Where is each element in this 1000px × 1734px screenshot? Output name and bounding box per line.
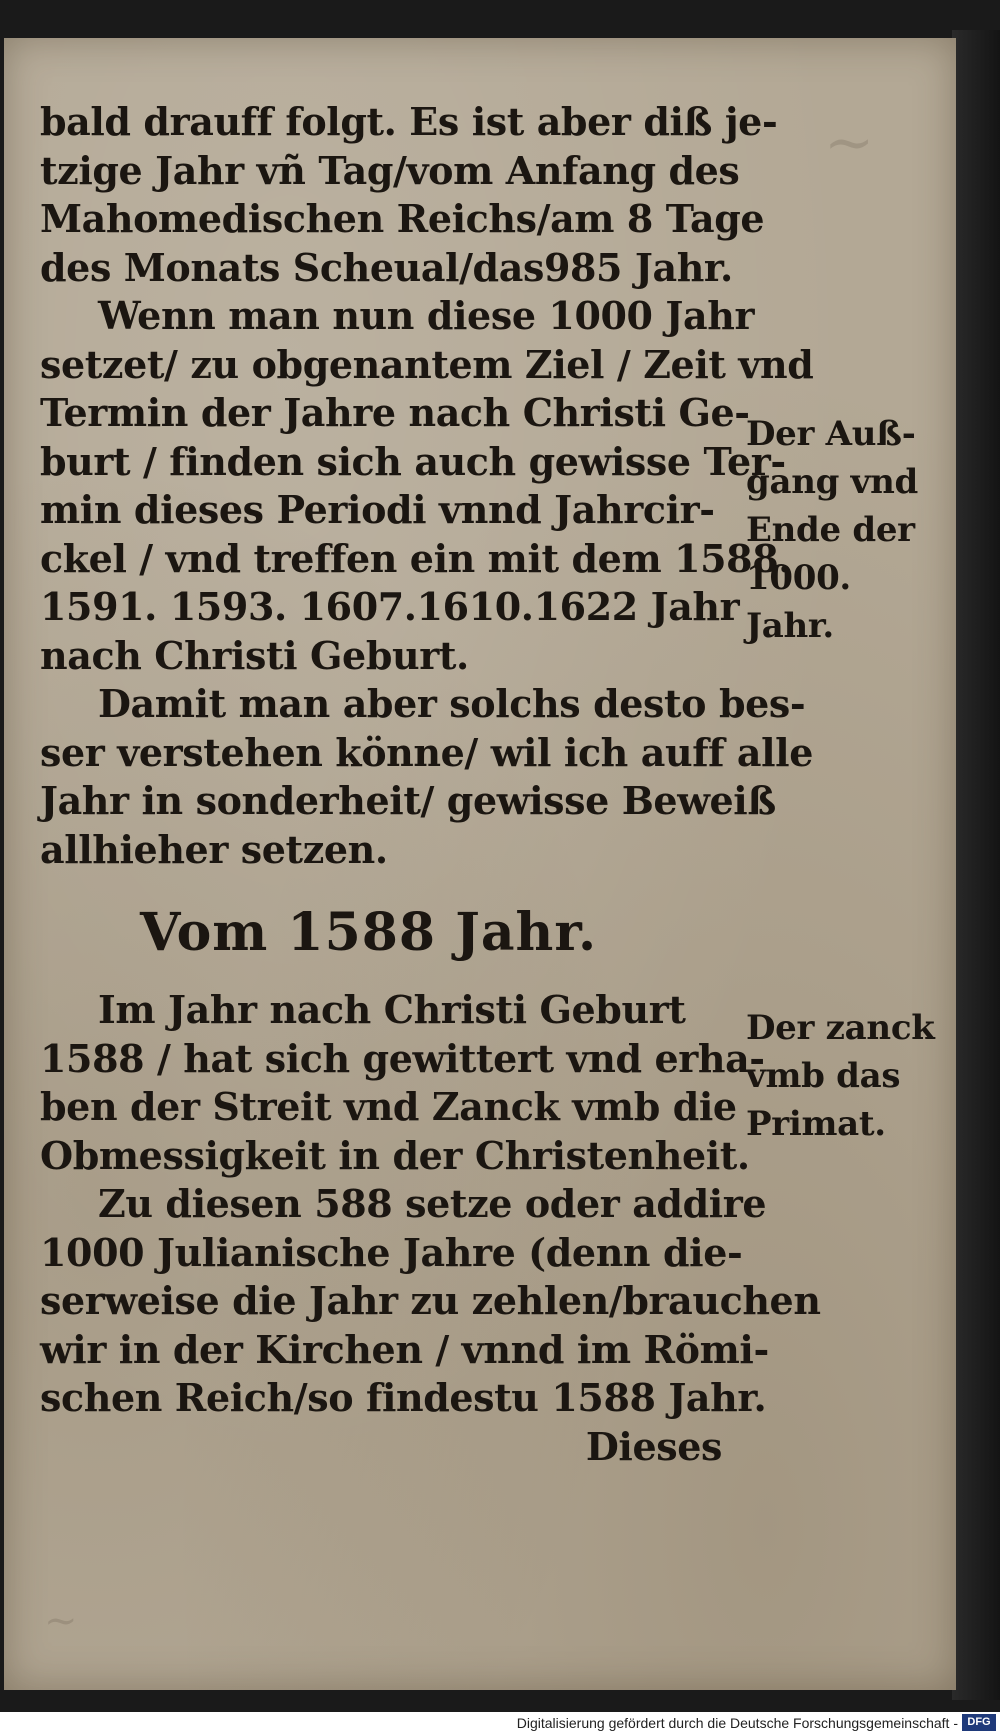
- margin-note-1: [746, 410, 946, 650]
- text-line: wir in der Kirchen / vnnd im Römi-: [40, 1326, 769, 1372]
- margin-note-line: Der Auß-: [746, 414, 916, 454]
- text-line: allhieher setzen.: [40, 826, 388, 872]
- catchword: Dieses: [585, 1423, 722, 1469]
- text-line: schen Reich/so findestu 1588 Jahr.: [40, 1375, 767, 1420]
- text-line: serweise die Jahr zu zehlen/brauchen: [40, 1278, 821, 1323]
- book-gutter: [952, 30, 1000, 1700]
- text-line: Obmessigkeit in der Christenheit.: [40, 1132, 750, 1178]
- margin-note-2: [746, 1004, 946, 1148]
- paragraph-4: [40, 986, 765, 1180]
- text-line: ben der Streit vnd Zanck vmb die: [40, 1084, 737, 1129]
- text-line: Zu diesen 588 setze oder addire: [98, 1181, 767, 1226]
- paragraph-3: [40, 680, 813, 874]
- paragraph-1: [40, 98, 778, 292]
- margin-note-line: Primat.: [746, 1104, 886, 1144]
- text-line: min dieses Periodi vnnd Jahrcir-: [40, 487, 715, 532]
- text-line: Wenn man nun diese 1000 Jahr: [98, 293, 755, 338]
- text-line: nach Christi Geburt.: [40, 632, 469, 678]
- text-line: 1591. 1593. 1607.1610.1622 Jahr: [40, 584, 740, 629]
- text-line: 1588 / hat sich gewittert vnd erha-: [40, 1035, 765, 1081]
- text-line: ser verstehen könne/ wil ich auff alle: [40, 729, 813, 775]
- text-line: burt / finden sich auch gewisse Ter-: [40, 438, 786, 484]
- margin-note-line: Ende der: [746, 510, 915, 550]
- text-line: ckel / vnd treffen ein mit dem 1588.: [40, 535, 792, 581]
- text-line: Jahr in sonderheit/ gewisse Beweiß: [40, 778, 776, 823]
- text-line: Termin der Jahre nach Christi Ge-: [40, 390, 750, 435]
- digitization-footer: [0, 1712, 1000, 1734]
- paragraph-2: [40, 292, 814, 680]
- text-line: 1000 Julianische Jahre (denn die-: [40, 1229, 743, 1275]
- footer-credit: Digitalisierung gefördert durch die Deutsche Forschungsgemeinschaft -: [516, 1715, 958, 1731]
- margin-note-line: Jahr.: [746, 606, 834, 646]
- text-line: Damit man aber solchs desto bes-: [98, 681, 806, 726]
- margin-note-line: gang vnd: [746, 462, 918, 502]
- paragraph-5: [40, 1180, 821, 1471]
- bleed-through-mark: ~: [44, 1598, 78, 1644]
- text-line: bald drauff folgt. Es ist aber diß je-: [40, 99, 778, 144]
- margin-note-line: 1000.: [746, 558, 851, 598]
- text-line: Mahomedischen Reichs/am 8 Tage: [40, 196, 765, 241]
- text-line: des Monats Scheual/das985 Jahr.: [40, 244, 733, 290]
- margin-note-line: vmb das: [746, 1056, 901, 1096]
- margin-note-line: Der zanck: [746, 1008, 935, 1048]
- bleed-through-mark: ~: [824, 108, 875, 178]
- section-heading: Vom 1588 Jahr.: [140, 902, 598, 963]
- text-line: tzige Jahr vñ Tag/vom Anfang des: [40, 147, 740, 193]
- text-line: Im Jahr nach Christi Geburt: [98, 987, 686, 1032]
- dfg-logo: DFG: [962, 1714, 996, 1731]
- text-line: setzet/ zu obgenantem Ziel / Zeit vnd: [40, 341, 814, 387]
